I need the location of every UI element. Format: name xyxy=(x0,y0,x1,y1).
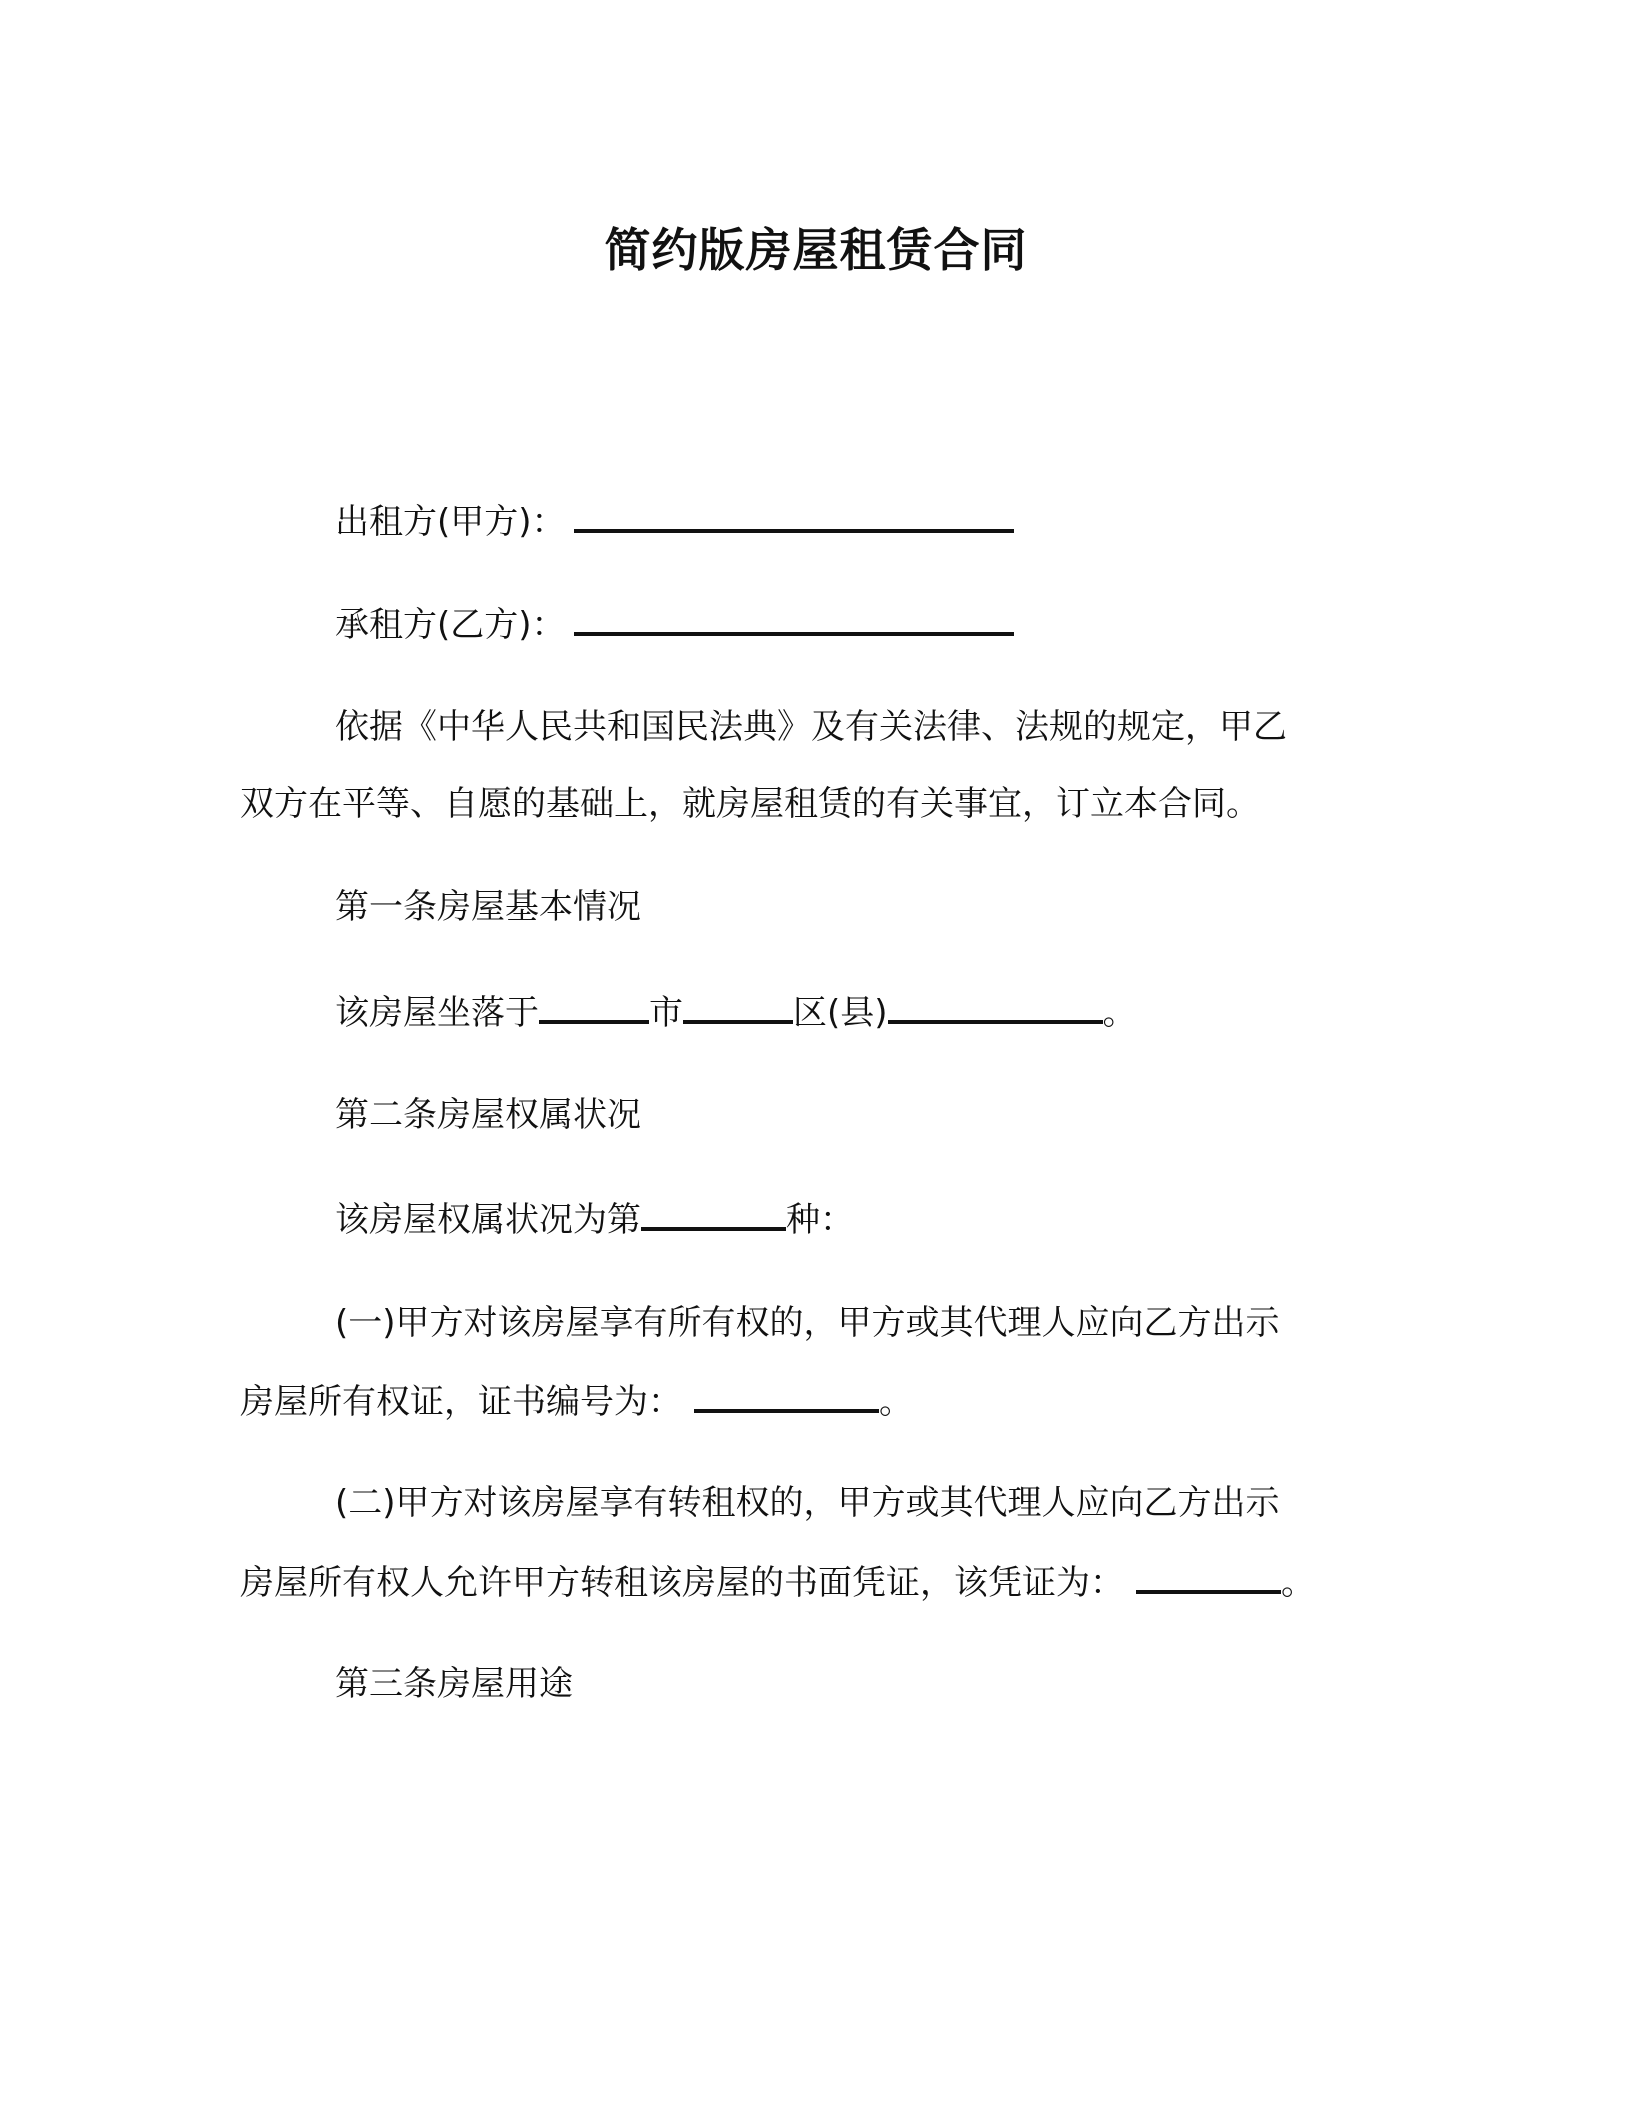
location-line xyxy=(335,986,1475,1038)
lessee-blank[interactable] xyxy=(574,598,1014,636)
document-title: 简约版房屋租赁合同 xyxy=(604,223,1028,277)
lessor-blank[interactable] xyxy=(574,495,1014,533)
article1-heading: 第一条房屋基本情况 xyxy=(335,887,641,927)
address-blank[interactable] xyxy=(888,986,1103,1024)
location-end: 。 xyxy=(1102,993,1137,1033)
certificate-number-blank[interactable] xyxy=(694,1375,879,1413)
lessee-label: 承租方(乙方)： xyxy=(335,605,566,645)
status-prefix: 该房屋权属状况为第 xyxy=(335,1200,641,1240)
item1-end: 。 xyxy=(879,1382,913,1422)
district-blank[interactable] xyxy=(683,986,793,1024)
lessor-label: 出租方(甲方)： xyxy=(335,502,566,542)
article2-heading: 第二条房屋权属状况 xyxy=(335,1095,641,1135)
item1-prefix: 房屋所有权证，证书编号为： xyxy=(240,1382,682,1422)
item1-line-1: (一)甲方对该房屋享有所有权的，甲方或其代理人应向乙方出示 xyxy=(335,1303,1280,1343)
lessor-line xyxy=(335,495,1475,547)
article3-heading: 第三条房屋用途 xyxy=(335,1664,573,1704)
city-label: 市 xyxy=(649,993,683,1033)
district-label: 区(县) xyxy=(793,993,888,1033)
status-line xyxy=(335,1193,1475,1245)
item1-line-2 xyxy=(240,1375,1380,1427)
status-suffix: 种： xyxy=(786,1200,854,1240)
preamble-line-1: 依据《中华人民共和国民法典》及有关法律、法规的规定，甲乙 xyxy=(335,707,1287,747)
city-blank[interactable] xyxy=(539,986,649,1024)
item2-line-1: (二)甲方对该房屋享有转租权的，甲方或其代理人应向乙方出示 xyxy=(335,1483,1280,1523)
preamble-line-2: 双方在平等、自愿的基础上，就房屋租赁的有关事宜，订立本合同。 xyxy=(240,784,1260,824)
item2-end: 。 xyxy=(1281,1563,1315,1603)
status-blank[interactable] xyxy=(641,1193,786,1231)
lessee-line xyxy=(335,598,1475,650)
item2-line-2 xyxy=(240,1556,1380,1608)
sublease-proof-blank[interactable] xyxy=(1136,1556,1281,1594)
location-prefix: 该房屋坐落于 xyxy=(335,993,539,1033)
item2-prefix: 房屋所有权人允许甲方转租该房屋的书面凭证，该凭证为： xyxy=(240,1563,1124,1603)
